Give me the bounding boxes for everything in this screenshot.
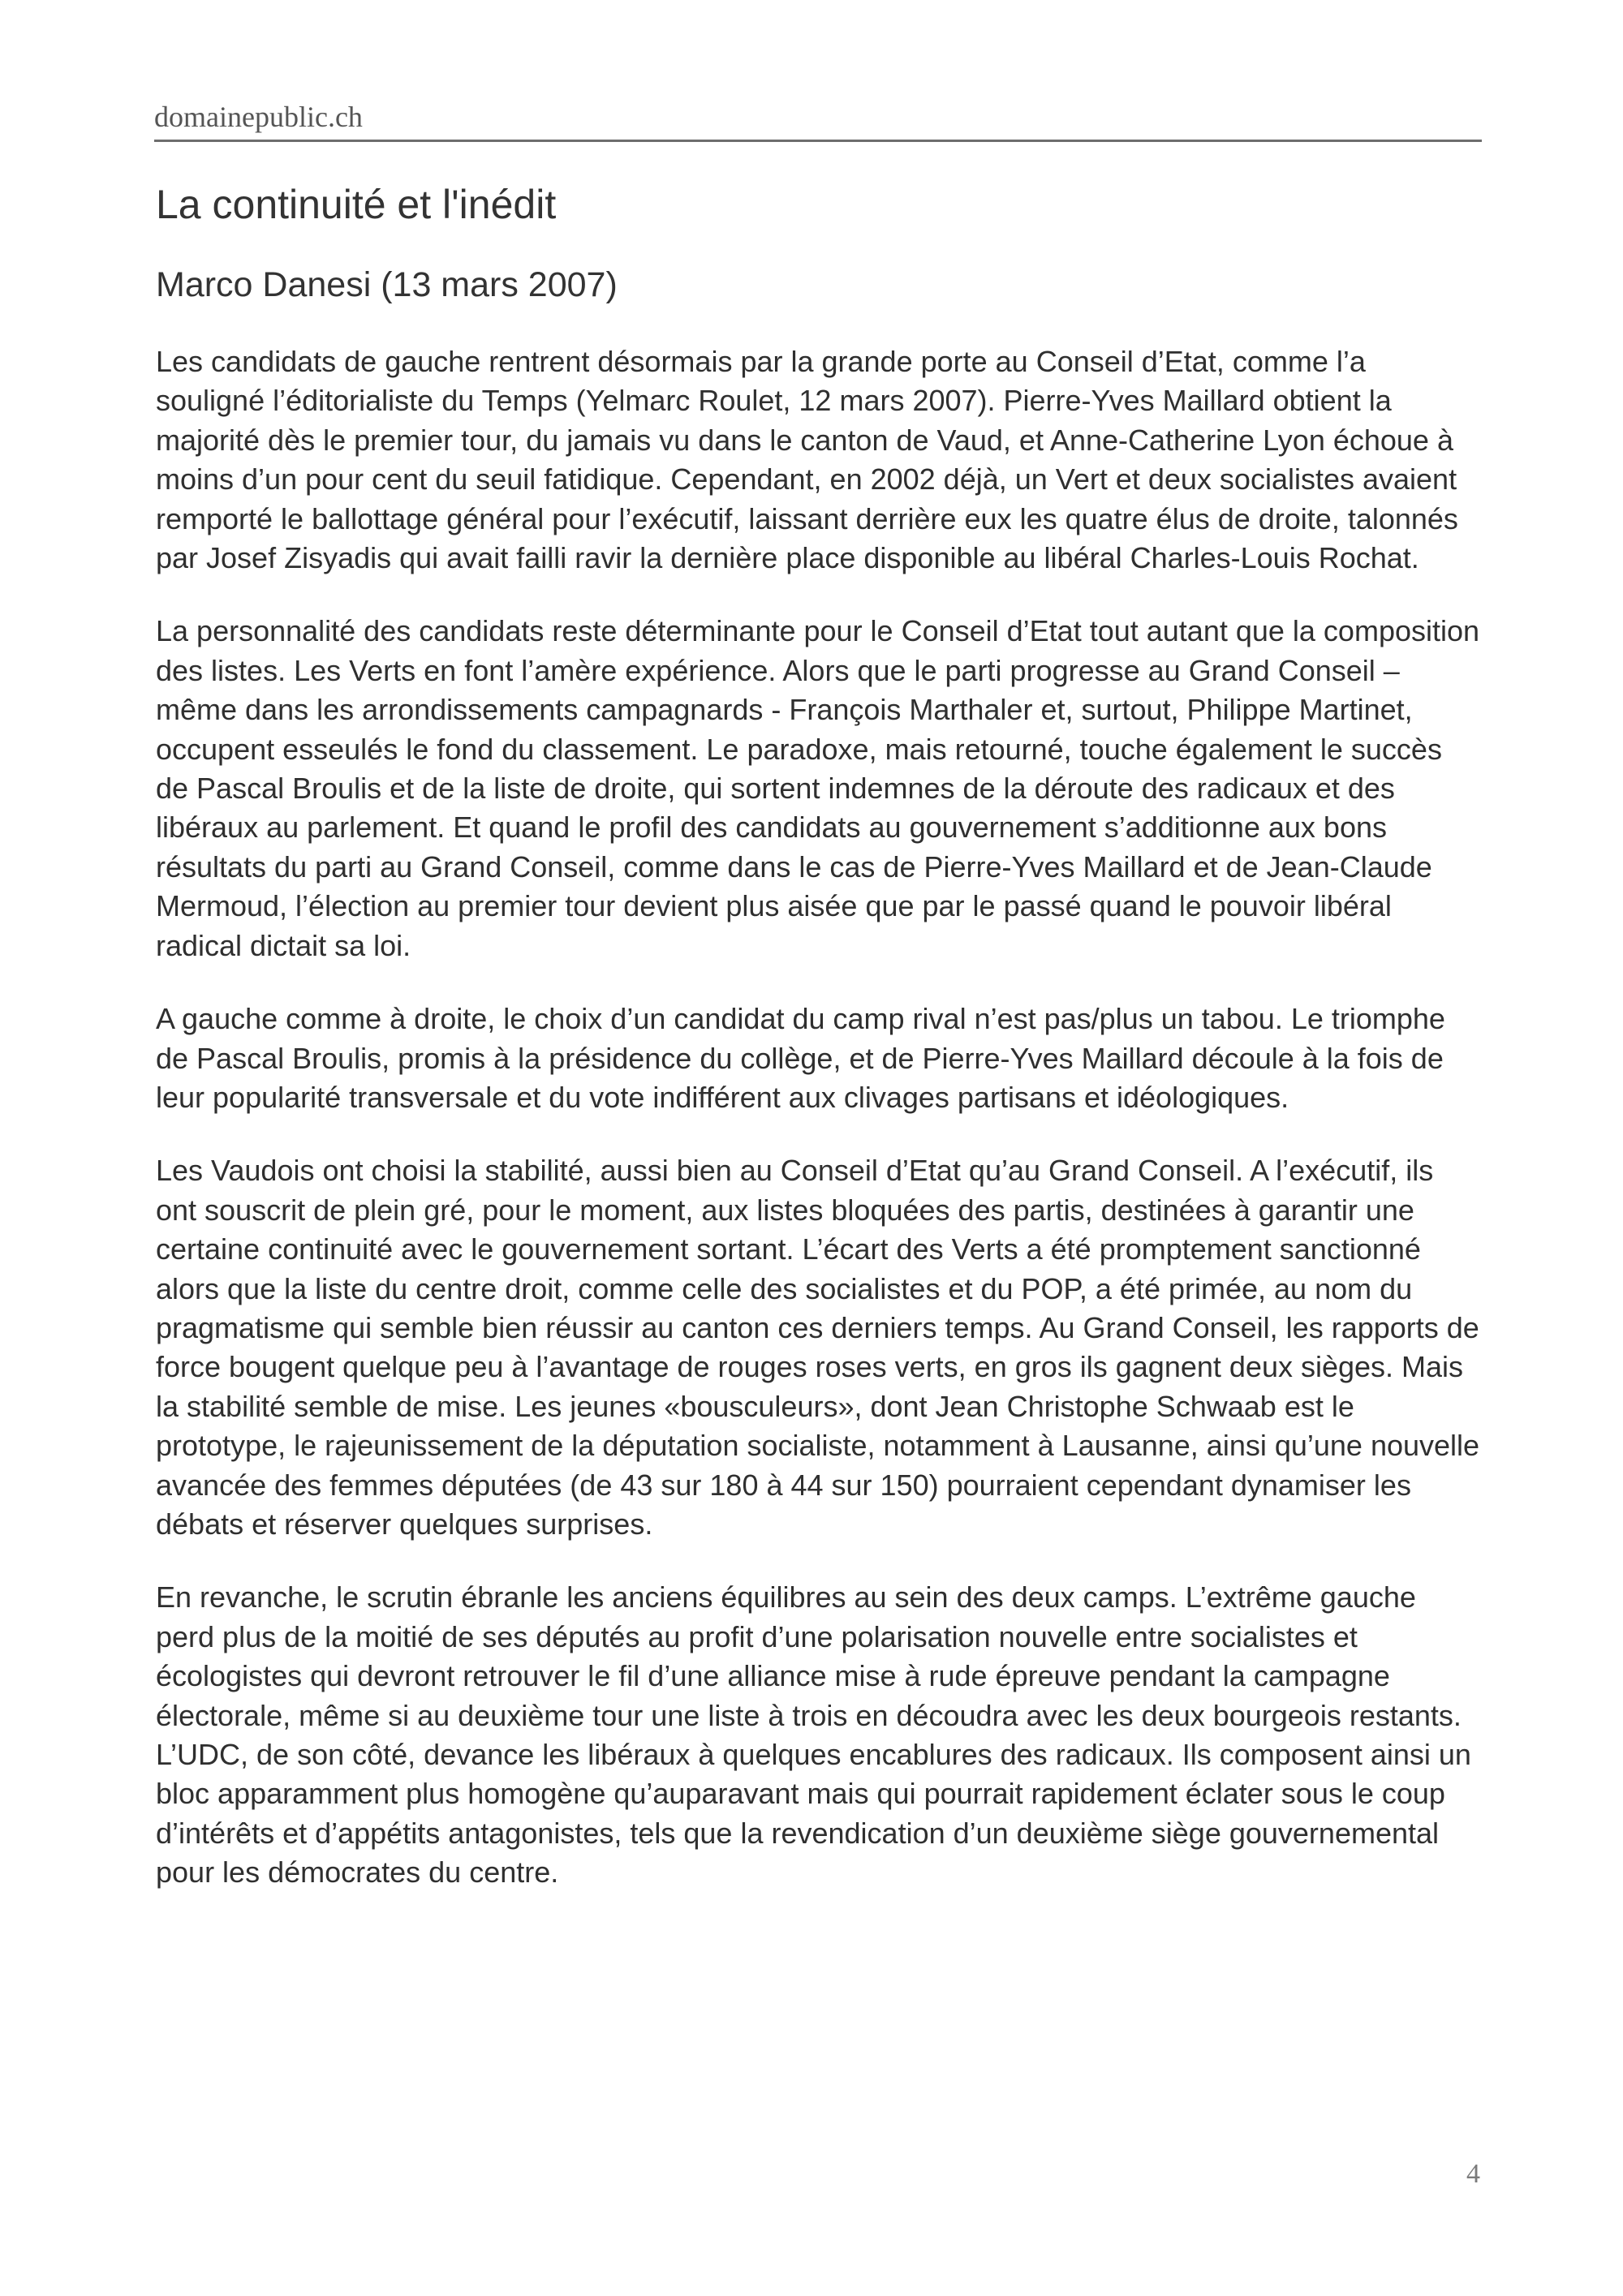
article-paragraph-5: En revanche, le scrutin ébranle les anciens équilibres au sein des deux camps. L’extrême gauche perd plus de la moitié de ses députés au profit d’une polarisation nouvelle entre socialistes et écologistes qui devront retrouver le fil d’une alliance mise à rude épreuve pendant la campagne électorale, même si au deuxième tour une liste à trois en découdra avec les deux bourgeois restants. L’UDC, de son côté, devance les libéraux à quelques encablures des radicaux. Ils composent ainsi un bloc apparamment plus homogène qu’auparavant mais qui pourrait rapidement éclater sous le coup d’intérêts et d’appétits antagonistes, tels que la revendication d’un deuxième siège gouvernemental pour les démocrates du centre. [156, 1580, 1471, 1890]
page-number: 4 [1466, 2159, 1480, 2189]
article-paragraph-2: La personnalité des candidats reste déterminante pour le Conseil d’Etat tout autant que la composition des listes. Les Verts en font l’amère expérience. Alors que le parti progresse au Grand Conseil – même dans les arrondissements campagnards - François Marthaler et, surtout, Philippe Martinet, occupent esseulés le fond du classement. Le paradoxe, mais retourné, touche également le succès de Pascal Broulis et de la liste de droite, qui sortent indemnes de la déroute des radicaux et des libéraux au parlement. Et quand le profil des candidats au gouvernement s’additionne aux bons résultats du parti au Grand Conseil, comme dans le cas de Pierre-Yves Maillard et de Jean-Claude Mermoud, l’élection au premier tour devient plus aisée que par le passé quand le pouvoir libéral radical dictait sa loi. [156, 614, 1480, 962]
article-paragraph-3: A gauche comme à droite, le choix d’un candidat du camp rival n’est pas/plus un tabou. Le triomphe de Pascal Broulis, promis à la présidence du collège, et de Pierre-Yves Maillard découle à la fois de leur popularité transversale et du vote indifférent aux clivages partisans et idéologiques. [156, 1002, 1445, 1114]
site-name: domainepublic.ch [154, 101, 363, 133]
article-paragraph-1: Les candidats de gauche rentrent désormais par la grande porte au Conseil d’Etat, comme l’a souligné l’éditorialiste du Temps (Yelmarc Roulet, 12 mars 2007). Pierre-Yves Maillard obtient la majorité dès le premier tour, du jamais vu dans le canton de Vaud, et Anne-Catherine Lyon échoue à moins d’un pour cent du seuil fatidique. Cependant, en 2002 déjà, un Vert et deux socialistes avaient remporté le ballottage général pour l’exécutif, laissant derrière eux les quatre élus de droite, talonnés par Josef Zisyadis qui avait failli ravir la dernière place disponible au libéral Charles-Louis Rochat. [156, 345, 1458, 575]
article-byline: Marco Danesi (13 mars 2007) [156, 265, 618, 304]
article-title: La continuité et l'inédit [156, 182, 557, 227]
article [156, 175, 1480, 1893]
site-header [154, 97, 1482, 142]
article-paragraph-4: Les Vaudois ont choisi la stabilité, aussi bien au Conseil d’Etat qu’au Grand Conseil. A l’exécutif, ils ont souscrit de plein gré, pour le moment, aux listes bloquées des partis, destinées à garantir une certaine continuité avec le gouvernement sortant. L’écart des Verts a été promptement sanctionné alors que la liste du centre droit, comme celle des socialistes et du POP, a été primée, au nom du pragmatisme qui semble bien réussir au canton ces derniers temps. Au Grand Conseil, les rapports de force bougent quelque peu à l’avantage de rouges roses verts, en gros ils gagnent deux sièges. Mais la stabilité semble de mise. Les jeunes «bousculeurs», dont Jean Christophe Schwaab est le prototype, le rajeunissement de la députation socialiste, notamment à Lausanne, ainsi qu’une nouvelle avancée des femmes députées (de 43 sur 180 à 44 sur 150) pourraient cependant dynamiser les débats et réserver quelques surprises. [156, 1154, 1480, 1541]
